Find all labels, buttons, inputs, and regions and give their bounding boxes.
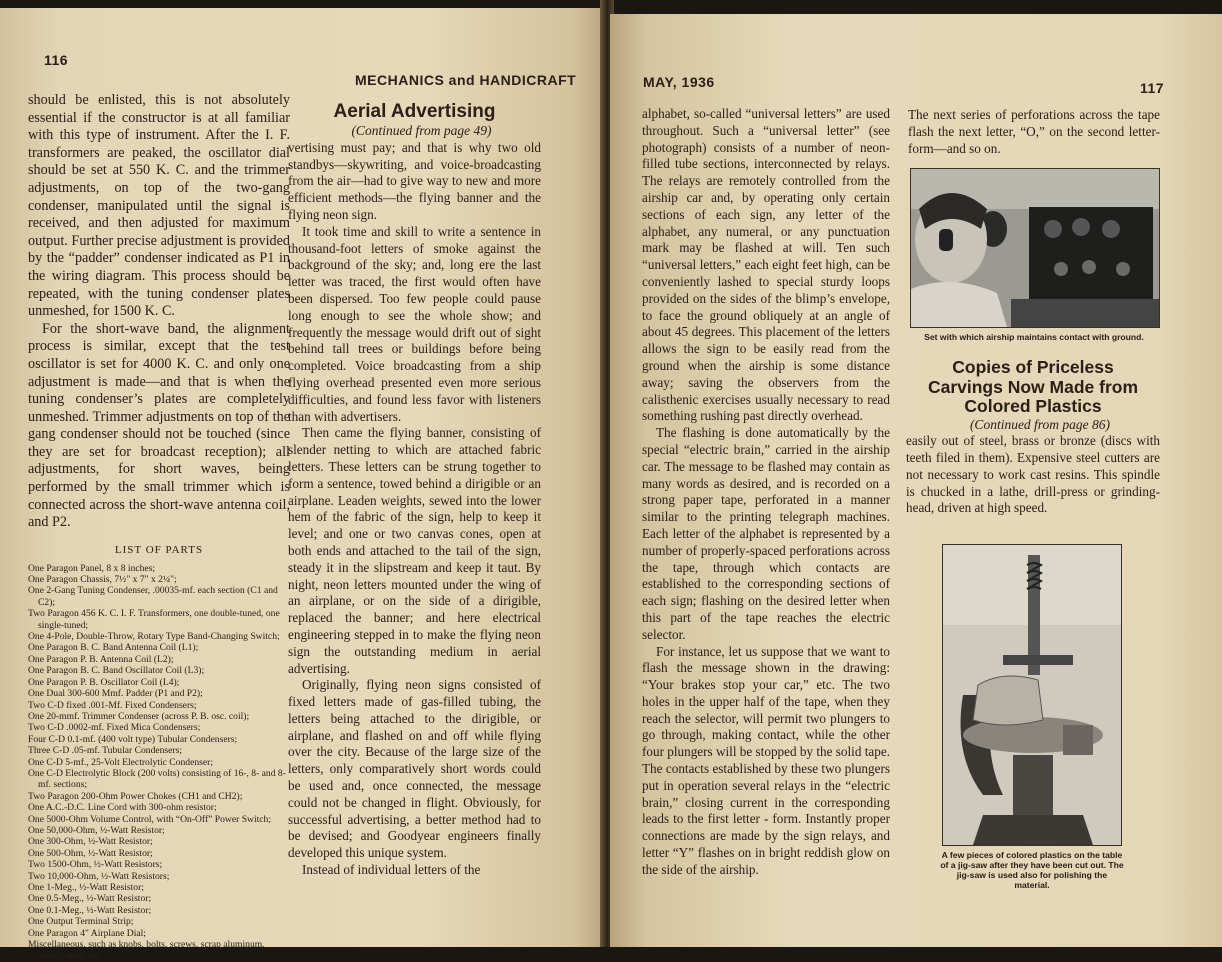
parts-list-item: One Paragon B. C. Band Antenna Coil (L1); (28, 642, 199, 654)
parts-list-item: One Paragon B. C. Band Oscillator Coil (L3); (28, 665, 205, 677)
paragraph: should be enlisted, this is not absolutely essential if the constructor is at all familiar with this type of instrument. After the I. F. transformers are peaked, the oscillator dial should be set at 550 K. C. and the trimmer adjustments, on top of the two-gang condenser, manipulated until the signal is received, and then adjusted for maximum output. Further precise adjustment is provided by the “padder” condenser indicated as P1 in the wiring diagram. This process should be repeated, with the tuning condenser plates unmeshed, for 1500 K. C. (28, 92, 290, 320)
right-column-2b (906, 358, 1160, 517)
parts-list-item: Two Paragon 200-Ohm Power Chokes (CH1 and CH2); (28, 790, 243, 802)
page-number-left: 116 (44, 52, 69, 68)
parts-list-item: One 1-Meg., ½-Watt Resistor; (28, 882, 144, 894)
parts-list-item: One 500-Ohm, ½-Watt Resistor; (28, 847, 153, 859)
parts-list-item: One 20-mmf. Trimmer Condenser (across P. B. osc. coil); (28, 710, 250, 722)
parts-list-item: One A.C.-D.C. Line Cord with 300-ohm resistor; (28, 802, 217, 814)
left-page (0, 8, 604, 962)
right-page (610, 14, 1222, 947)
parts-list-item: One Paragon Chassis, 7½" x 7" x 2¼"; (28, 574, 177, 586)
parts-list-item: One 0.5-Meg., ½-Watt Resistor; (28, 893, 152, 905)
parts-list-item: Two 1500-Ohm, ½-Watt Resistors; (28, 859, 163, 871)
parts-list-item: Three C-D .05-mf. Tubular Condensers; (28, 745, 183, 757)
paragraph: Instead of individual letters of the (302, 862, 481, 878)
photo-caption: Set with which airship maintains contact with ground. (924, 332, 1144, 342)
parts-list-item: One Output Terminal Strip; (28, 916, 134, 928)
page-number-right: 117 (1140, 80, 1165, 96)
parts-list-item: Miscellaneous, such as knobs, bolts, screws, scrap aluminum, solder, ends, etc. (28, 939, 265, 962)
parts-list-item: One 2-Gang Tuning Condenser, .00035-mf. each section (C1 and C2); (28, 585, 278, 608)
radio-operator-illustration (911, 169, 1159, 327)
photo-caption: A few pieces of colored plastics on the table of a jig-saw after they have been cut out. The jig-saw is used also for polishing the material. (940, 850, 1124, 890)
parts-list-item: One C-D 5-mf., 25-Volt Electrolytic Condenser; (28, 756, 213, 768)
paragraph: For the short-wave band, the alignment process is similar, except that the test oscillator is set for 4000 K. C. and only one adjustment is made—and that is when the tuning condenser’s plates are completely unmeshed. Trimmer adjustments on top of the gang condenser should not be touched (since they are set for broadcast reception); all adjustments, for short waves, being performed by the small trimmer which is connected across the short-wave antenna coil, and P2. (28, 320, 290, 531)
parts-list-item: One Paragon P. B. Oscillator Coil (L4); (28, 676, 180, 688)
paragraph: For instance, let us suppose that we want to flash the message shown in the drawing: “Your brakes stop your car,” etc. The two holes in the upper half of the tape, when they reach the selector, will permit two plungers to go through, making contact, while the other four plungers will be stopped by the solid tape. The contacts established by these two plungers put in operation several relays in the “electric brain,” closing current in the corresponding leads to the first letter - form. Instantly proper connections are made by the sign relays, and letter “Y” flashes on in bright reddish glow on the side of the airship. (642, 643, 890, 877)
parts-list-item: One Dual 300-600 Mmf. Padder (P1 and P2); (28, 688, 203, 700)
paragraph: vertising must pay; and that is why two old standbys—skywriting, and voice-broadcasting from the air—had to give way to new and more efficient methods—the flying banner and the flying neon sign. (288, 139, 541, 222)
article-continuation (642, 106, 890, 879)
continued-note: (Continued from page 49) (351, 123, 492, 138)
article-title: Copies of Priceless Carvings Now Made from Colored Plastics (927, 357, 1139, 416)
paragraph: Then came the flying banner, consisting of slender netting to which are attached fabric letters. These letters can be strung together to form a sentence, towed behind a dirigible or an airplane. Leaden weights, sewed into the lower hem of the fabric of the sign, help to keep it level; and one or two canvas cones, open at both ends and attached to the tail of the sign, steady it in the slipstream and keep it taut. By night, neon letters mounted under the wing of an airplane, or on the side of a dirigible, replaced the banner; and here electrical engineering stepped in to make the flying neon sign the outstanding medium in aerial advertising. (288, 425, 541, 676)
right-column-2 (908, 107, 1160, 157)
paragraph: It took time and skill to write a sentence in thousand-foot letters of smoke against the background of the sky; and, long ere the last letter was traced, the first would often have been dispersed. Too few people could pause long enough to see the whole show; and frequently the message would drift out of sight behind tall trees or buildings before being completed. Voice broadcasting from a ship flying overhead presented even more serious difficulties, and found less favor with listeners than with advertisers. (288, 223, 541, 424)
article-title: Aerial Advertising (333, 101, 496, 122)
parts-list-item: One Paragon P. B. Antenna Coil (L2); (28, 653, 174, 665)
parts-list-item: One Paragon 4" Airplane Dial; (28, 927, 146, 939)
parts-list-item: Two 10,000-Ohm, ½-Watt Resistors; (28, 870, 170, 882)
radio-set-photo (910, 168, 1160, 328)
issue-date: MAY, 1936 (643, 74, 715, 90)
parts-list-item: One 50,000-Ohm, ½-Watt Resistor; (28, 824, 165, 836)
article-body (288, 140, 541, 879)
paragraph: The next series of perforations across the tape flash the next letter, “O,” on the second letter-form—and so on. (908, 107, 1160, 156)
left-column-2 (288, 101, 541, 879)
parts-list-item: One 5000-Ohm Volume Control, with “On-Off” Power Switch; (28, 813, 272, 825)
continued-note: (Continued from page 86) (969, 416, 1111, 432)
paragraph: easily out of steel, brass or bronze (discs with teeth filed in them). Expensive steel cutters are not necessary to work cast resins. This spindle is chucked in a lathe, drill-press or grinding-head, driven at high speed. (906, 433, 1160, 516)
left-column-1 (28, 92, 290, 962)
parts-list-title: LIST OF PARTS (114, 543, 204, 556)
parts-list-item: One Paragon Panel, 8 x 8 inches; (28, 562, 156, 574)
parts-list-item: Four C-D 0.1-mf. (400 volt type) Tubular Condensers; (28, 733, 238, 745)
parts-list-item: One 0.1-Meg., ½-Watt Resistor; (28, 904, 152, 916)
jig-saw-photo (942, 544, 1122, 846)
parts-list (28, 563, 290, 962)
parts-list-item: Two C-D .0002-mf. Fixed Mica Condensers; (28, 722, 201, 734)
parts-list-item: One 4-Pole, Double-Throw, Rotary Type Band-Changing Switch; (28, 631, 280, 643)
parts-list-item: Two Paragon 456 K. C. I. F. Transformers, one double-tuned, one single-tuned; (28, 608, 280, 631)
running-header: MECHANICS and HANDICRAFT (355, 72, 577, 88)
paragraph: Originally, flying neon signs consisted of fixed letters made of gas-filled tubing, the letters being attached to the dirigible, or airplane, and flashed on and off while flying over the city. Because of the large size of the letters, only comparatively short words could be used and, once connected, the message could not be changed in flight. Obviously, for successful advertising, a better method had to be devised; and Goodyear engineers finally developed this unique system. (288, 677, 541, 861)
parts-list-item: One 300-Ohm, ½-Watt Resistor; (28, 836, 153, 848)
right-column-1 (642, 106, 890, 879)
paragraph: alphabet, so-called “universal letters” are used throughout. Such a “universal letter” (see photograph) consists of a number of neon-filled tube sections, interconnected by relays. The relays are remotely controlled from the airship car and, by operating only certain sections of each sign, any letter of the alphabet, any numeral, or any punctuation mark may be flashed at will. Ten such “universal letters,” each eight feet high, can be conveniently lashed to special sturdy loops provided on the sides of the blimp’s envelope, to face the ground obliquely at an angle of about 45 degrees. This placement of the letters allows the sign to be easily read from the ground when the airship is some distance away; saving the observers from the calisthenic exercises usually necessary to read something rushing past directly overhead. (642, 106, 890, 424)
parts-list-item: Two C-D fixed .001-Mf. Fixed Condensers; (28, 699, 197, 711)
paragraph: The flashing is done automatically by the special “electric brain,” carried in the airship car. The message to be flashed may contain as many words as desired, and is recorded on a strong paper tape, perforated in a manner similar to the printing telegraph machines. Each letter of the alphabet is represented by a number of properly-spaced perforations across the tape, through which contacts are established to the corresponding sections of each sign; flashing on the desired letter when this part of the tape reaches the electric selector. (642, 425, 890, 642)
jig-saw-illustration (943, 545, 1121, 845)
parts-list-item: One C-D Electrolytic Block (200 volts) consisting of 16-, 8- and 8-mf. sections; (28, 767, 286, 791)
